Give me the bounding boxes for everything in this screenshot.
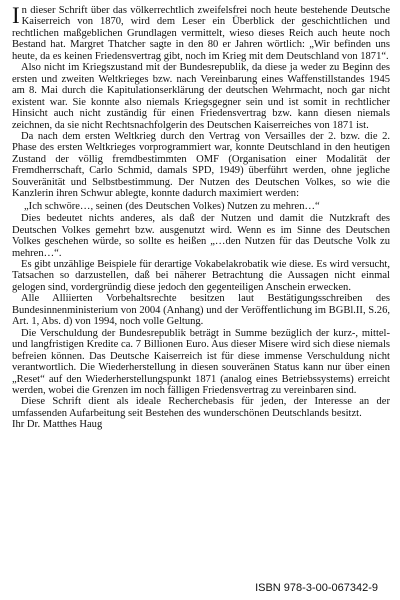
paragraph-8: Diese Schrift dient als ideale Recherchebasis für jeden, der Interesse an der umfassenden Aufarbeitung seit Bestehen des wunderschönen Deutschlands besitzt. bbox=[12, 396, 390, 419]
paragraph-3: Da nach dem ersten Weltkrieg durch den Vertrag von Versailles der 2. bzw. die 2. Phase des ersten Weltkrieges vorprogrammiert war, konnte Deutschland in den heutigen Zustand der völlig fremdbestimmten OMF (Organisation einer Modalität der Fremdherrschaft, Carlo Schmid, damals SPD, 1949) überführt werden, ohne jegliche Souveränität und Selbstbestimmung. Der Nutzen des Deutschen Volkes, so wie die Kanzlerin ihren Schwur ablegte, konnte dadurch maximiert werden: bbox=[12, 130, 390, 200]
paragraph-6: Alle Alliierten Vorbehaltsrechte besitzen laut Bestätigungsschreiben des Bundesinnenministerium von 2004 (Anhang) und der Veröffentlichung im BGBl.II, S.26, Art. 1, Abs. d) von 1994, noch volle Geltung. bbox=[12, 293, 390, 328]
intro-paragraph bbox=[12, 5, 390, 62]
isbn-number: ISBN 978-3-00-067342-9 bbox=[255, 581, 378, 594]
paragraph-4: Dies bedeutet nichts anderes, als daß der Nutzen und damit die Nutzkraft des Deutschen Volkes gemehrt bzw. ausgenutzt wird. Wenn es im Sinne des Deutschen Volkes geschehen würde, so sollte es heißen „…den Nutzen für das Deutsche Volk zu mehren…“. bbox=[12, 213, 390, 259]
oath-quote: „Ich schwöre…, seinen (des Deutschen Volkes) Nutzen zu mehren…“ bbox=[24, 200, 320, 212]
author-signature: Ihr Dr. Matthes Haug bbox=[12, 419, 103, 431]
paragraph-5: Es gibt unzählige Beispiele für derartige Vokabelakrobatik wie diese. Es wird versucht, Tatsachen so darzustellen, daß bei näherer Betrachtung die Aussagen nicht einmal gelogen sind, vordergründig diese jedoch den gegenteiligen Anschein erwecken. bbox=[12, 258, 390, 293]
drop-cap: I bbox=[12, 3, 20, 28]
intro-text: n dieser Schrift über das völkerrechtlich zweifelsfrei noch heute bestehende Deutsche Kaiserreich von 1870, wird dem Leser ein Überblick der geschichtlichen und rechtlichen maßgeblichen Grundlagen vermittelt, wieso dieses Reich auch heute noch Bestand hat. Margret Thatcher sagte in den 80 er Jahren wörtlich: „Wir befinden uns heute, da es keinen Friedensvertrag gibt, noch im Krieg mit dem Deutschland von 1871“. bbox=[12, 5, 390, 62]
paragraph-2: Also nicht im Kriegszustand mit der Bundesrepublik, da diese ja weder zu Beginn des ersten und zweiten Weltkrieges bzw. nach Vereinbarung eines Waffenstillstandes 1945 am 8. Mai durch die Kapitulationserklärung der deutschen Wehrmacht, noch gar nicht existent war. Sie konnte also niemals Kriegsgegner sein und ist somit in rechtlicher Hinsicht auch nicht zuständig für einen Friedensvertrag bzw. kann diesen niemals zeichnen, da sie nicht Rechtsnachfolgerin des Deutschen Kaiserreiches von 1871 ist. bbox=[12, 62, 390, 131]
paragraph-7: Die Verschuldung der Bundesrepublik beträgt in Summe bezüglich der kurz-, mittel- und langfristigen Kredite ca. 7 Billionen Euro. Aus dieser Misere wird sich diese niemals befreien können. Das Deutsche Kaiserreich ist für diese immense Verschuldung nicht verantwortlich. Die Wiederherstellung in diesen souveränen Status kann nur über einen „Reset“ auf den Wiederherstellungspunkt 1871 (analog eines Betriebssystems) erreicht werden, wobei die Grenzen im noch fälligen Friedensvertrag zu vereinbaren sind. bbox=[12, 327, 390, 396]
